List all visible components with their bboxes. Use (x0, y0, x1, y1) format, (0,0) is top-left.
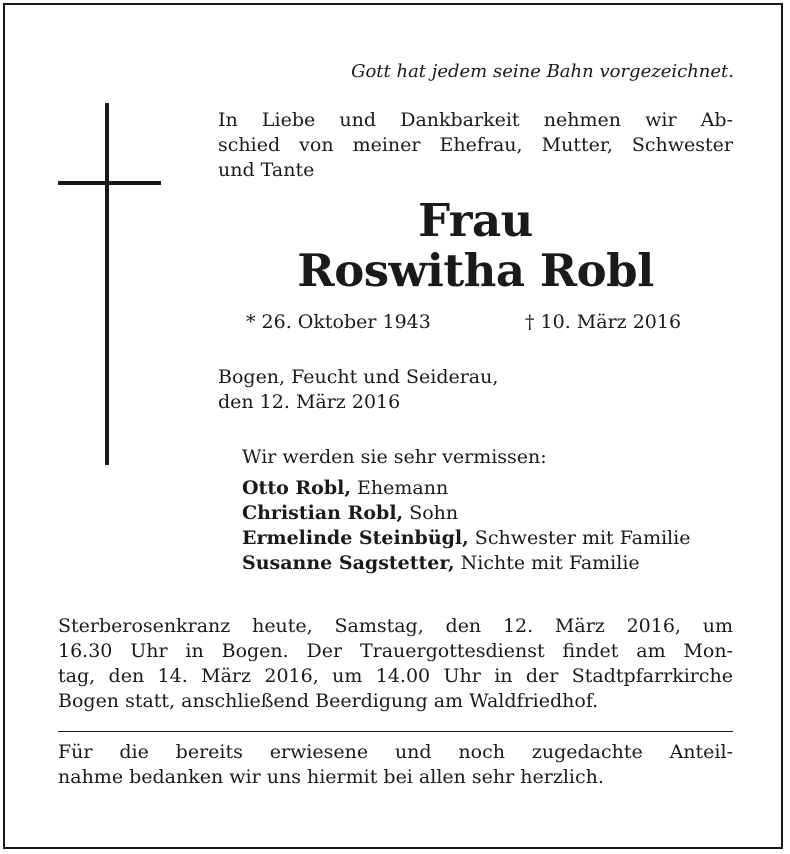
motto: Gott hat jedem seine Bahn vorgezeichnet. (351, 61, 734, 82)
mourner (242, 526, 690, 551)
birth-date: * 26. Oktober 1943 (246, 311, 431, 333)
mourner-name: Susanne Sagstetter, (242, 552, 455, 574)
mourner-relation: Nichte mit Familie (454, 552, 640, 574)
notice-line: 16.30 Uhr in Bogen. Der Trauergottesdienst findet am Mon- (58, 640, 733, 662)
intro-line: schied von meiner Ehefrau, Mutter, Schwester (218, 134, 733, 156)
mourner (242, 551, 690, 576)
notice-line: Bogen statt, anschließend Beerdigung am Waldfriedhof. (58, 690, 599, 712)
place-line: den 12. März 2016 (218, 391, 401, 413)
thanks-text (58, 740, 733, 790)
thanks-line: nahme bedanken wir uns hiermit bei allen sehr herzlich. (58, 766, 604, 788)
mourner-relation: Sohn (403, 502, 459, 524)
place-line: Bogen, Feucht und Seiderau, (218, 366, 499, 388)
divider (58, 731, 733, 732)
mourner-name: Ermelinde Steinbügl, (242, 527, 469, 549)
notice-line: Sterberosenkranz heute, Samstag, den 12. März 2016, um (58, 615, 733, 637)
mourner-relation: Ehemann (350, 477, 449, 499)
mourner-name: Christian Robl, (242, 502, 404, 524)
mourners-list (242, 476, 690, 576)
miss-line: Wir werden sie sehr vermissen: (242, 446, 547, 468)
cross-icon-horizontal (58, 181, 161, 185)
place-and-date (218, 365, 498, 415)
mourner-name: Otto Robl, (242, 477, 351, 499)
intro-text (218, 108, 733, 183)
name-full: Roswitha Robl (297, 244, 654, 297)
mourner (242, 501, 690, 526)
intro-line: In Liebe und Dankbarkeit nehmen wir Ab- (218, 109, 733, 131)
cross-icon-vertical (105, 103, 109, 465)
service-notice (58, 614, 733, 714)
name-title: Frau (418, 194, 533, 247)
intro-line: und Tante (218, 159, 315, 181)
thanks-line: Für die bereits erwiesene und noch zugedachte Anteil- (58, 741, 733, 763)
notice-line: tag, den 14. März 2016, um 14.00 Uhr in der Stadtpfarrkirche (58, 665, 733, 687)
mourner (242, 476, 690, 501)
death-date: † 10. März 2016 (525, 311, 682, 333)
mourner-relation: Schwester mit Familie (468, 527, 691, 549)
